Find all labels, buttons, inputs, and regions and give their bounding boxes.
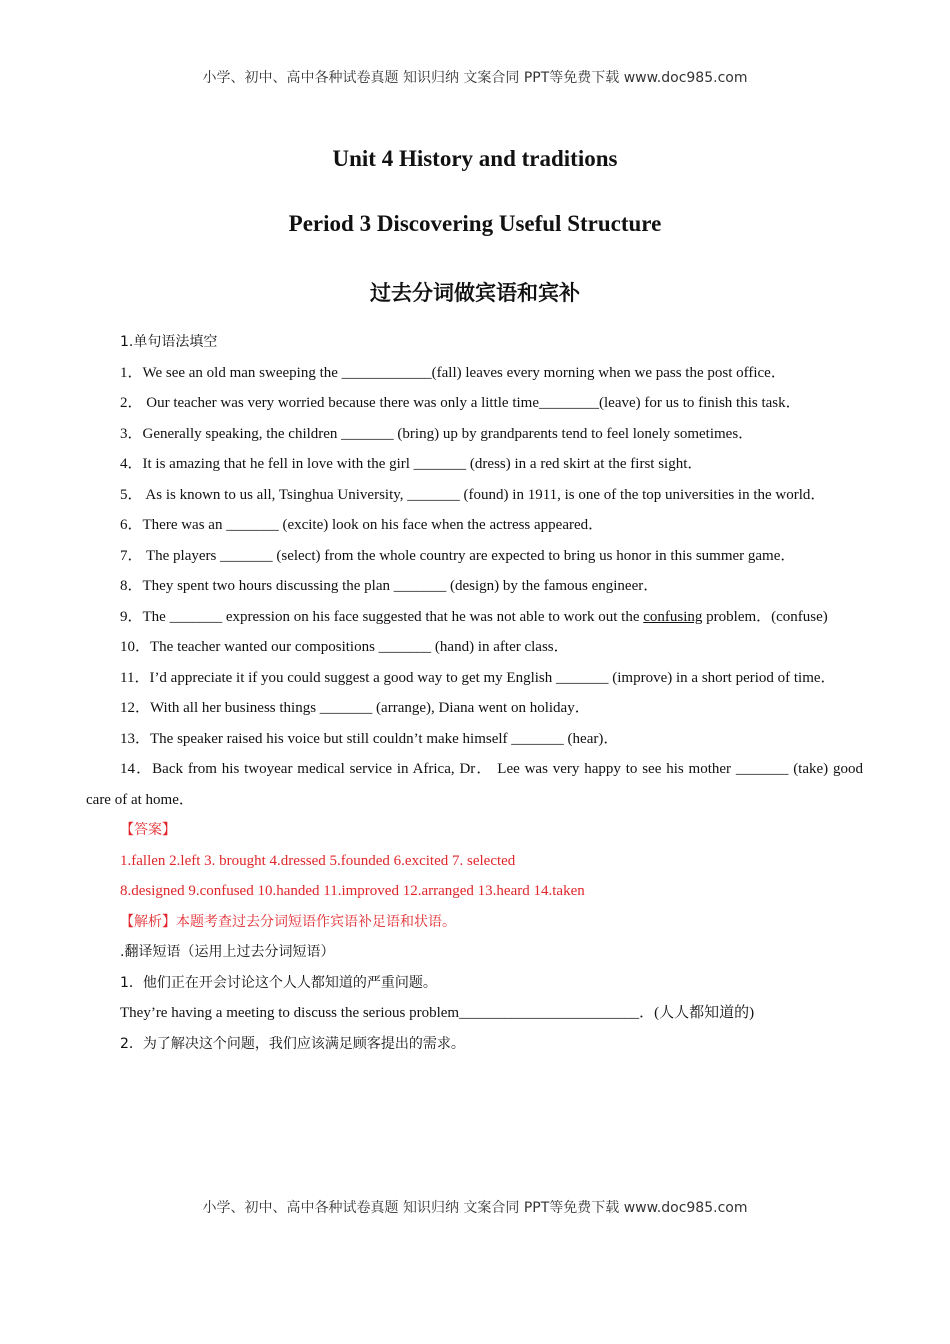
page-header: 小学、初中、高中各种试卷真题 知识归纳 文案合同 PPT等免费下载 www.doc985.com: [202, 70, 748, 86]
topic-title: 过去分词做宾语和宾补: [370, 281, 580, 305]
question-14: 14．Back from his twoyear medical service in Africa, Dr． Lee was very happy to see his mother _______ (take) good care of at home．: [86, 761, 863, 808]
q9-before: 9．The _______ expression on his face suggested that he was not able to work out the: [120, 608, 644, 625]
translation-item-1: 1．他们正在开会讨论这个人人都知道的严重问题。: [120, 974, 437, 991]
answer-label: 【答案】: [120, 822, 176, 838]
question-8: 8．They spent two hours discussing the plan _______ (design) by the famous engineer．: [120, 578, 659, 594]
analysis-text: 本题考查过去分词短语作宾语补足语和状语。: [176, 913, 456, 930]
translation-item-2: 2．为了解决这个问题，我们应该满足顾客提出的需求。: [120, 1035, 465, 1052]
unit-title: Unit 4 History and traditions: [332, 146, 618, 171]
analysis-label: 【解析】: [120, 913, 176, 930]
answer-line-1: 1.fallen 2.left 3. brought 4.dressed 5.founded 6.excited 7. selected: [120, 852, 516, 869]
analysis: [86, 907, 863, 938]
question-4: 4．It is amazing that he fell in love with the girl _______ (dress) in a red skirt at the first sight．: [120, 456, 703, 472]
question-5: 5． As is known to us all, Tsinghua University, _______ (found) in 1911, is one of the top universities in the world．: [120, 486, 826, 503]
question-7: 7． The players _______ (select) from the whole country are expected to bring us honor in this summer game．: [120, 547, 796, 564]
translation-answer-1: They’re having a meeting to discuss the serious problem________________________．(人人都知道的): [120, 1005, 755, 1021]
section1-heading: 1.单句语法填空: [120, 334, 218, 350]
question-12: 12．With all her business things _______ (arrange), Diana went on holiday．: [120, 700, 590, 716]
question-10: 10．The teacher wanted our compositions _______ (hand) in after class．: [120, 639, 569, 655]
exercise-body: [86, 327, 863, 1059]
question-9: [86, 602, 863, 633]
page-footer: 小学、初中、高中各种试卷真题 知识归纳 文案合同 PPT等免费下载 www.doc985.com: [202, 1200, 748, 1216]
question-13: 13．The speaker raised his voice but still couldn’t make himself _______ (hear)．: [120, 730, 619, 747]
question-2: 2． Our teacher was very worried because there was only a little time________(leave) for us to finish this task．: [120, 395, 801, 411]
question-11: 11．I’d appreciate it if you could suggest a good way to get my English _______ (improve) in a short period of time．: [120, 669, 836, 686]
question-6: 6．There was an _______ (excite) look on his face when the actress appeared．: [120, 517, 604, 533]
answer-line-2: 8.designed 9.confused 10.handed 11.improved 12.arranged 13.heard 14.taken: [120, 883, 585, 899]
q9-after: problem．(confuse): [702, 608, 828, 625]
period-title: Period 3 Discovering Useful Structure: [288, 211, 662, 236]
section2-heading: .翻译短语（运用上过去分词短语）: [120, 944, 335, 960]
question-3: 3．Generally speaking, the children _______ (bring) up by grandparents tend to feel lonely sometimes．: [120, 425, 754, 442]
question-1: 1．We see an old man sweeping the ____________(fall) leaves every morning when we pass the post office．: [120, 364, 786, 381]
q9-underlined-word: confusing: [643, 608, 703, 625]
